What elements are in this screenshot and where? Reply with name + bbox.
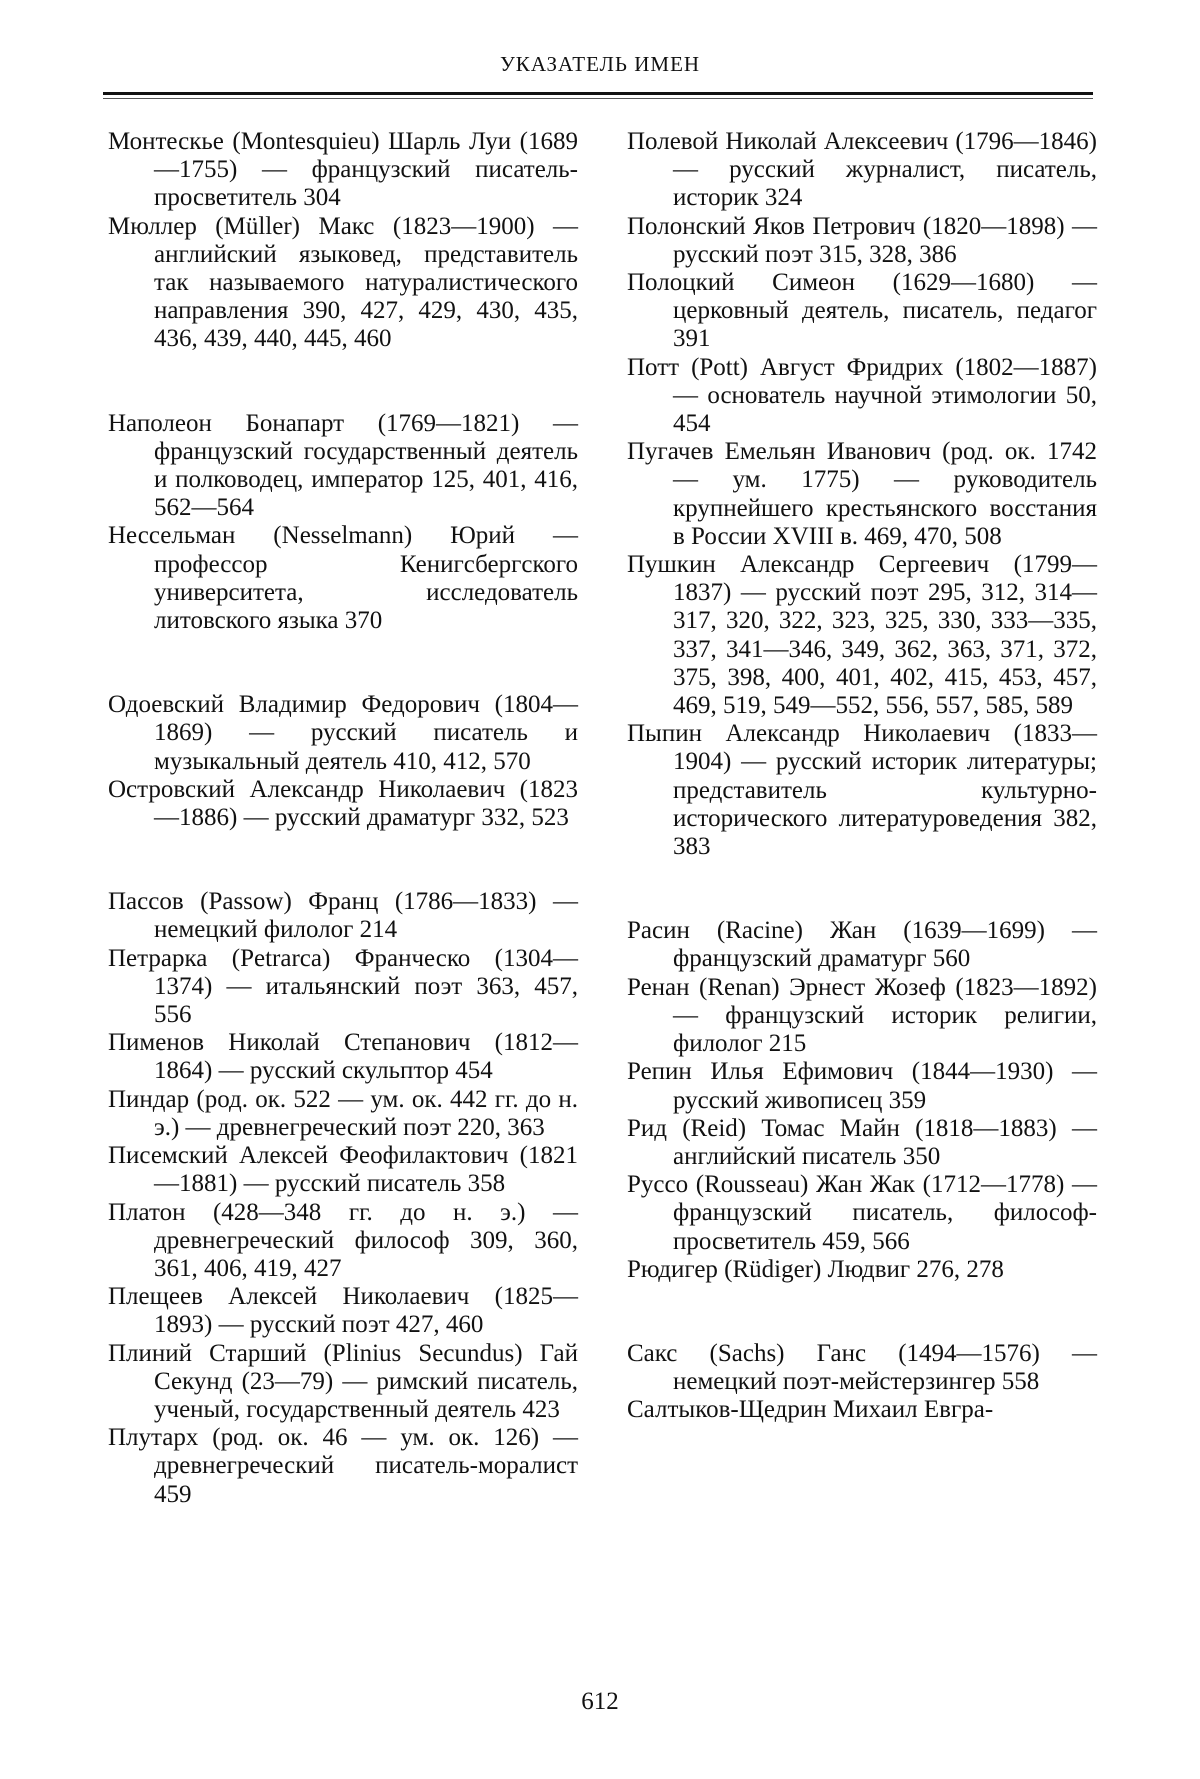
left-column (108, 128, 578, 1509)
index-entry: Рюдигер (Rüdiger) Людвиг 276, 278 (627, 1255, 1004, 1283)
index-entry: Наполеон Бонапарт (1769—1821) — французский государственный деятель и полководец, император 125, 401, 416, 562—564 (108, 409, 578, 522)
index-entry: Пыпин Александр Николаевич (1833—1904) — русский историк литературы; представитель культурно-исторического литературоведения 382, 383 (627, 720, 1097, 861)
page-number: 612 (581, 1688, 619, 1715)
index-entry: Платон (428—348 гг. до н. э.) — древнегреческий философ 309, 360, 361, 406, 419, 427 (108, 1198, 578, 1282)
header-rule-thin (103, 98, 1093, 99)
index-entry: Салтыков-Щедрин Михаил Евгра- (627, 1396, 994, 1424)
index-entry: Полевой Николай Алексеевич (1796—1846) — русский журналист, писатель, историк 324 (627, 128, 1097, 212)
index-entry: Руссо (Rousseau) Жан Жак (1712—1778) — французский писатель, философ-просветитель 459, 566 (627, 1171, 1097, 1255)
index-entry: Нессельман (Nesselmann) Юрий — профессор Кенигсбергского университета, исследователь литовского языка 370 (108, 522, 578, 635)
running-header: УКАЗАТЕЛЬ ИМЕН (499, 52, 701, 76)
right-column (627, 128, 1097, 1425)
index-entry: Островский Александр Николаевич (1823—1886) — русский драматург 332, 523 (108, 775, 578, 832)
index-entry: Ренан (Renan) Эрнест Жозеф (1823—1892) — французский историк религии, филолог 215 (627, 973, 1097, 1058)
index-entry: Репин Илья Ефимович (1844—1930) — русский живописец 359 (627, 1058, 1097, 1114)
index-entry: Плиний Старший (Plinius Secundus) Гай Секунд (23—79) — римский писатель, ученый, государственный деятель 423 (108, 1339, 578, 1423)
index-entry: Петрарка (Petrarca) Франческо (1304—1374) — итальянский поэт 363, 457, 556 (108, 944, 578, 1029)
index-entry: Пассов (Passow) Франц (1786—1833) — немецкий филолог 214 (108, 888, 578, 944)
header-rule (103, 92, 1093, 95)
index-entry: Плутарх (род. ок. 46 — ум. ок. 126) — древнегреческий писатель-моралист 459 (108, 1424, 578, 1508)
index-entry: Плещеев Алексей Николаевич (1825—1893) — русский поэт 427, 460 (108, 1283, 578, 1339)
index-entry: Сакс (Sachs) Ганс (1494—1576) — немецкий поэт-мейстерзингер 558 (627, 1339, 1097, 1396)
index-entry: Писемский Алексей Феофилактович (1821—1881) — русский писатель 358 (108, 1142, 578, 1198)
index-entry: Потт (Pott) Август Фридрих (1802—1887) — основатель научной этимологии 50, 454 (627, 353, 1097, 438)
index-entry: Мюллер (Müller) Макс (1823—1900) — английский языковед, представитель так называемого натуралистического направления 390, 427, 429, 430, 435, 436, 439, 440, 445, 460 (108, 212, 578, 353)
index-entry: Расин (Racine) Жан (1639—1699) — французский драматург 560 (627, 917, 1097, 973)
index-entry: Пушкин Александр Сергеевич (1799—1837) — русский поэт 295, 312, 314—317, 320, 322, 323, 325, 330, 333—335, 337, 341—346, 349, 362, 363, 371, 372, 375, 398, 400, 401, 402, 415, 453, 457, 469, 519, 549—552, 556, 557, 585, 589 (627, 551, 1097, 720)
index-entry: Полонский Яков Петрович (1820—1898) — русский поэт 315, 328, 386 (627, 212, 1097, 268)
index-entry: Полоцкий Симеон (1629—1680) — церковный деятель, писатель, педагог 391 (627, 269, 1097, 353)
index-entry: Пиндар (род. ок. 522 — ум. ок. 442 гг. до н. э.) — древнегреческий поэт 220, 363 (108, 1085, 578, 1141)
index-entry: Пугачев Емельян Иванович (род. ок. 1742 — ум. 1775) — руководитель крупнейшего крестьянского восстания в России XVIII в. 469, 470, 508 (627, 438, 1097, 550)
index-entry: Монтескье (Montesquieu) Шарль Луи (1689—1755) — французский писатель-просветитель 304 (108, 128, 578, 212)
index-entry: Пименов Николай Степанович (1812—1864) — русский скульптор 454 (108, 1029, 578, 1085)
index-entry: Одоевский Владимир Федорович (1804—1869) — русский писатель и музыкальный деятель 410, 412, 570 (108, 691, 578, 775)
index-entry: Рид (Reid) Томас Майн (1818—1883) — английский писатель 350 (627, 1114, 1097, 1170)
